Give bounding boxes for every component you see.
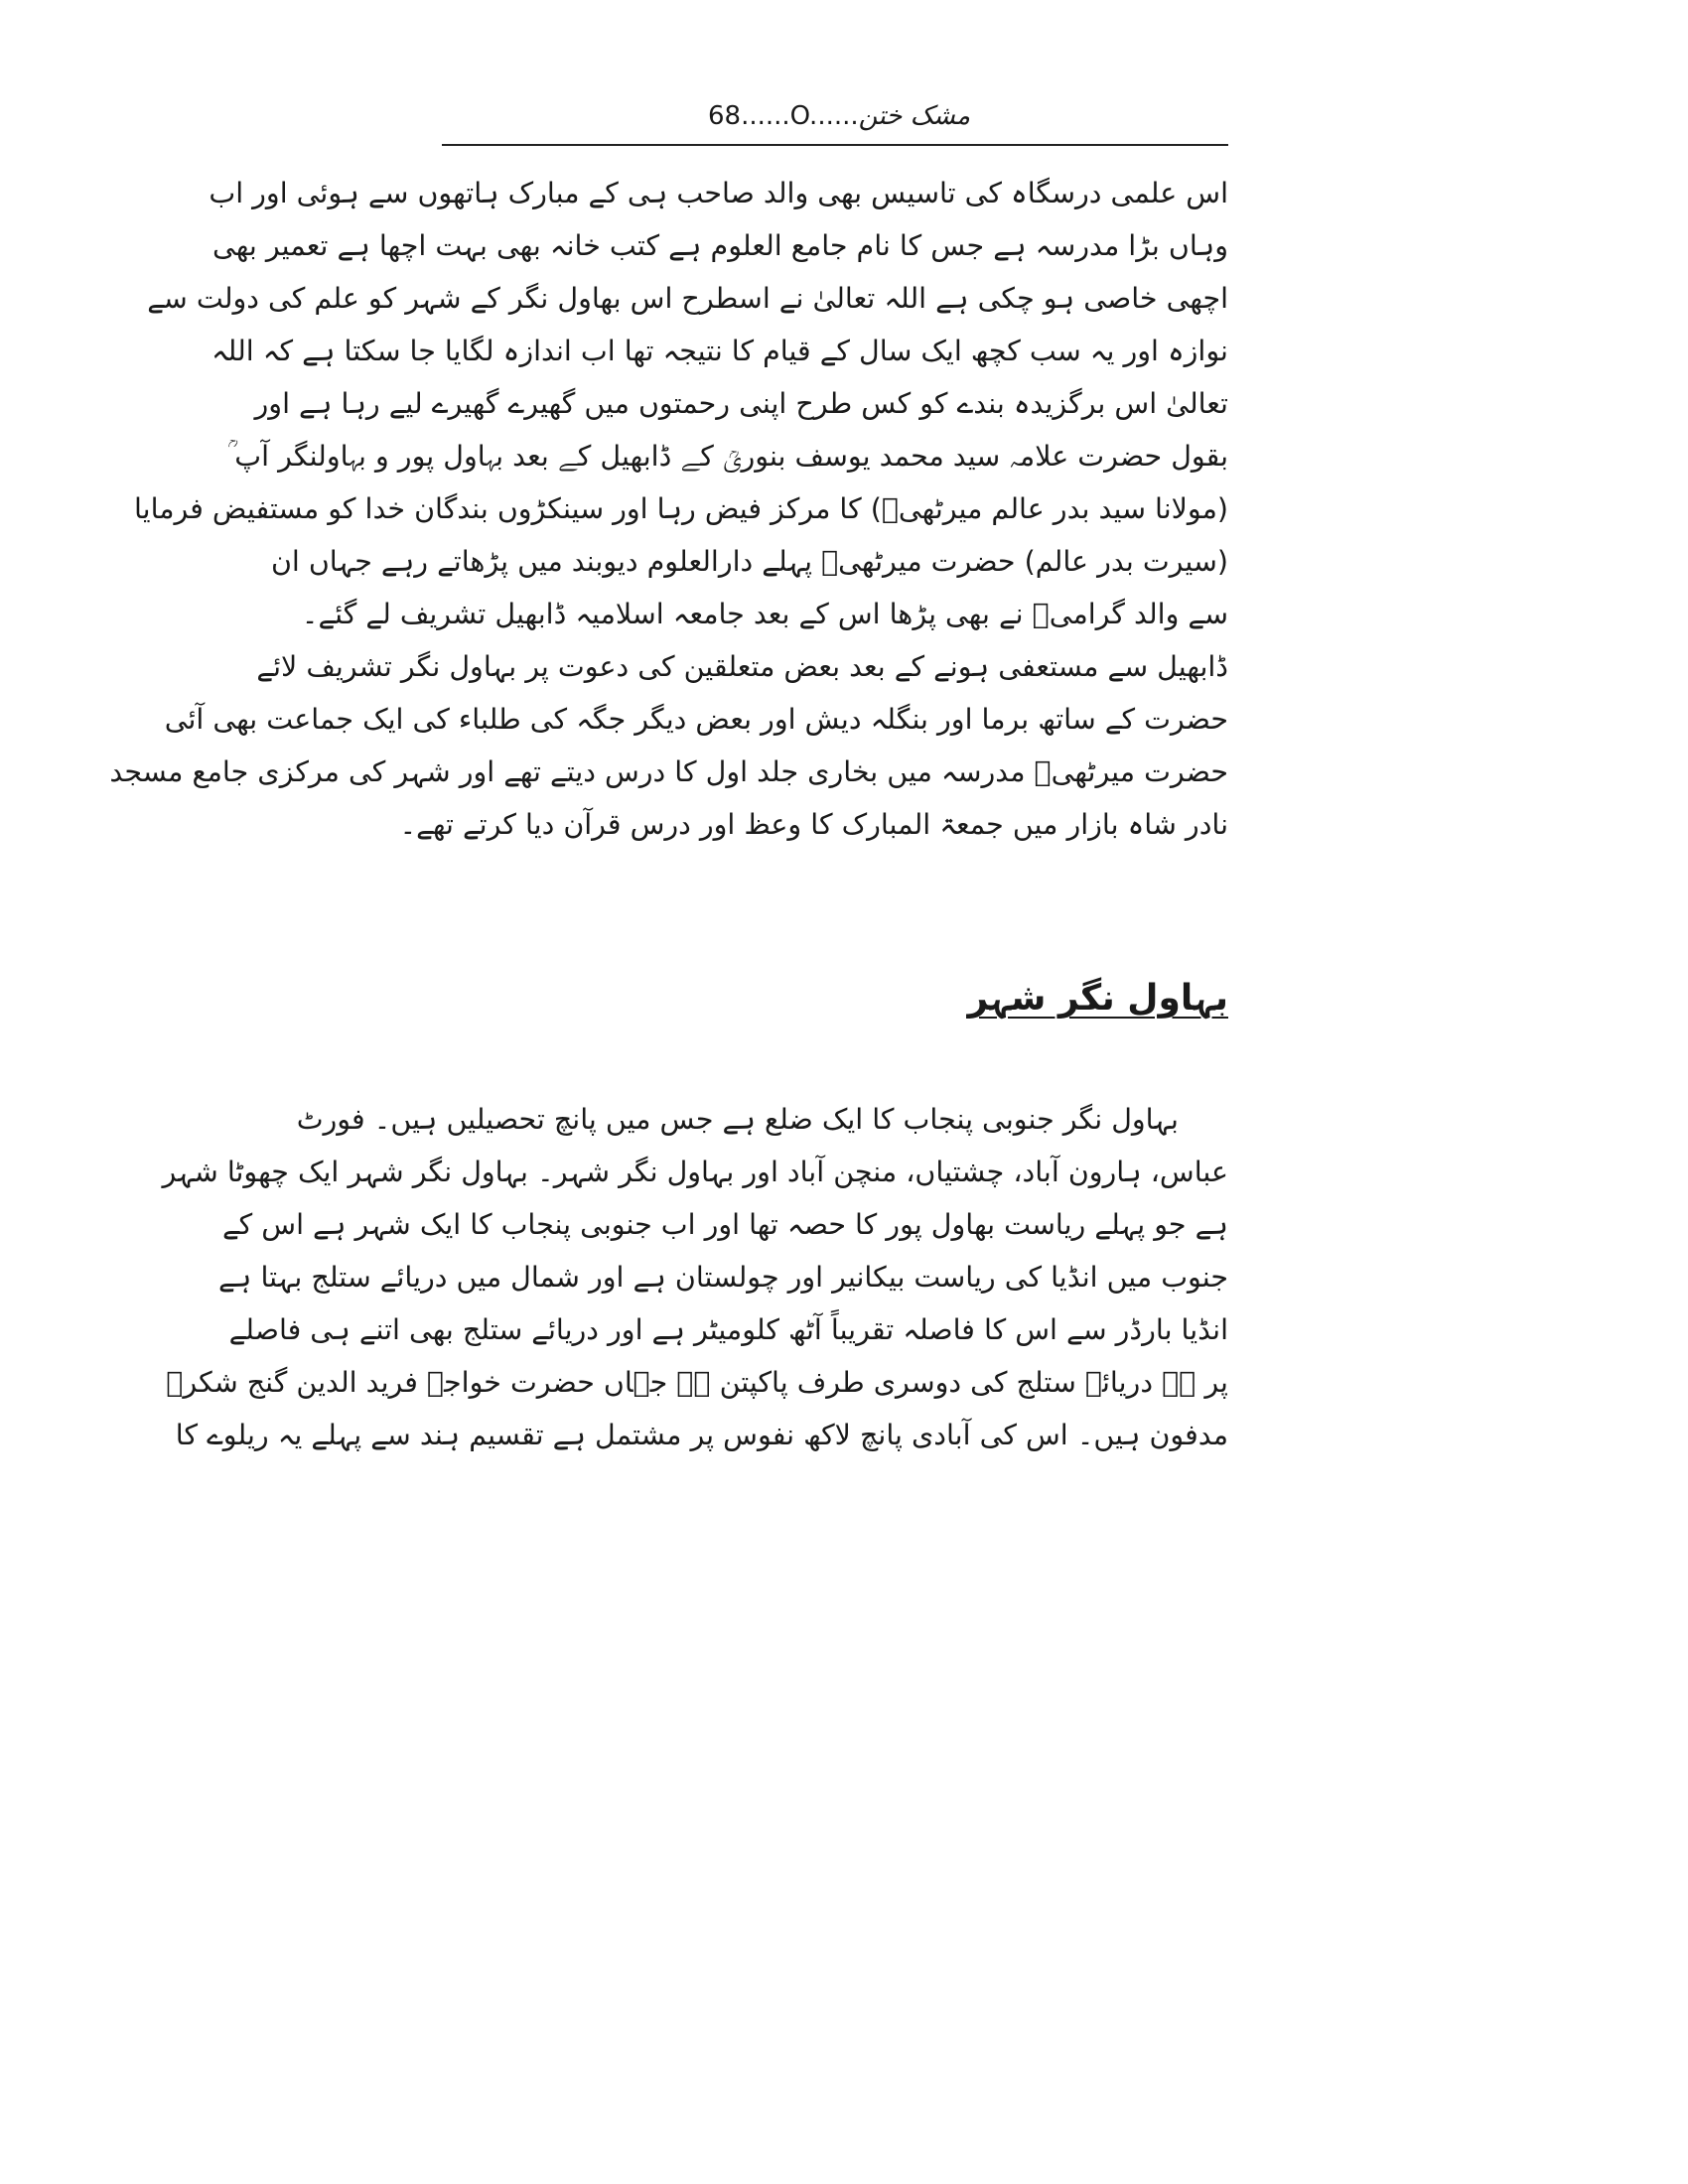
running-head [447, 99, 1231, 133]
section-heading: بہاول نگر شہر [967, 978, 1228, 1019]
paragraph-1 [109, 167, 1228, 851]
text-line: (مولانا سید بدر عالم میرٹھیؒ) کا مرکز فیض رہا اور سینکڑوں بندگان خدا کو مستفیض فرمایا [133, 492, 1228, 525]
text-line: ہے جو پہلے ریاست بھاول پور کا حصہ تھا اور اب جنوبی پنجاب کا ایک شہر ہے اس کے [221, 1208, 1228, 1241]
text-line: اس علمی درسگاہ کی تاسیس بھی والد صاحب ہی کے مبارک ہاتھوں سے ہوئی اور اب [209, 177, 1228, 209]
text-line: حضرت میرٹھیؒ مدرسہ میں بخاری جلد اول کا درس دیتے تھے اور شہر کی مرکزی جامع مسجد [109, 755, 1228, 788]
text-line: مدفون ہیں۔ اس کی آبادی پانچ لاکھ نفوس پر مشتمل ہے تقسیم ہند سے پہلے یہ ریلوے کا [175, 1419, 1228, 1451]
page-number: 68 [707, 101, 742, 131]
text-line: بہاول نگر جنوبی پنجاب کا ایک ضلع ہے جس میں پانچ تحصیلیں ہیں۔ فورٹ [296, 1103, 1179, 1136]
text-line: پر ہے دریائے ستلج کی دوسری طرف پاکپتن ہے جہاں حضرت خواجہ فرید الدین گنج شکرؒ [166, 1366, 1228, 1399]
text-line: بقول حضرت علامہ سید محمد یوسف بنوریؒ کے ڈابھیل کے بعد بہاول پور و بہاولنگر آپ ؒ [227, 440, 1228, 473]
text-line: وہاں بڑا مدرسہ ہے جس کا نام جامع العلوم ہے کتب خانہ بھی بہت اچھا ہے تعمیر بھی [212, 229, 1228, 262]
text-line: (سیرت بدر عالم) حضرت میرٹھیؒ پہلے دارالعلوم دیوبند میں پڑھاتے رہے جہاں ان [270, 545, 1228, 578]
header-rule [442, 144, 1228, 146]
text-line: انڈیا بارڈر سے اس کا فاصلہ تقریباً آٹھ کلومیٹر ہے اور دریائے ستلج بھی اتنے ہی فاصلے [228, 1313, 1228, 1346]
text-line: حضرت کے ساتھ برما اور بنگلہ دیش اور بعض دیگر جگہ کی طلباء کی ایک جماعت بھی آئی [164, 703, 1228, 736]
text-line: نوازہ اور یہ سب کچھ ایک سال کے قیام کا نتیجہ تھا اب اندازہ لگایا جا سکتا ہے کہ اللہ [211, 335, 1228, 367]
text-line: سے والد گرامیؒ نے بھی پڑھا اس کے بعد جامعہ اسلامیہ ڈابھیل تشریف لے گئے۔ [301, 598, 1228, 630]
text-line: عباس، ہارون آباد، چشتیاں، منچن آباد اور بہاول نگر شہر۔ بہاول نگر شہر ایک چھوٹا شہر [162, 1156, 1228, 1188]
text-line: ڈابھیل سے مستعفی ہونے کے بعد بعض متعلقین کی دعوت پر بہاول نگر تشریف لائے [256, 650, 1228, 683]
book-title: مشک ختن [858, 101, 971, 131]
text-line: نادر شاہ بازار میں جمعۃ المبارک کا وعظ اور درس قرآن دیا کرتے تھے۔ [399, 808, 1228, 841]
text-line: تعالیٰ اس برگزیدہ بندے کو کس طرح اپنی رحمتوں میں گھیرے گھیرے لیے رہا ہے اور [254, 387, 1228, 420]
paragraph-2 [162, 1093, 1228, 1461]
header-separator: ......O...... [741, 101, 859, 131]
text-line: اچھی خاصی ہو چکی ہے اللہ تعالیٰ نے اسطرح اس بھاول نگر کے شہر کو علم کی دولت سے [147, 282, 1228, 315]
text-line: جنوب میں انڈیا کی ریاست بیکانیر اور چولستان ہے اور شمال میں دریائے ستلج بہتا ہے [217, 1261, 1228, 1294]
